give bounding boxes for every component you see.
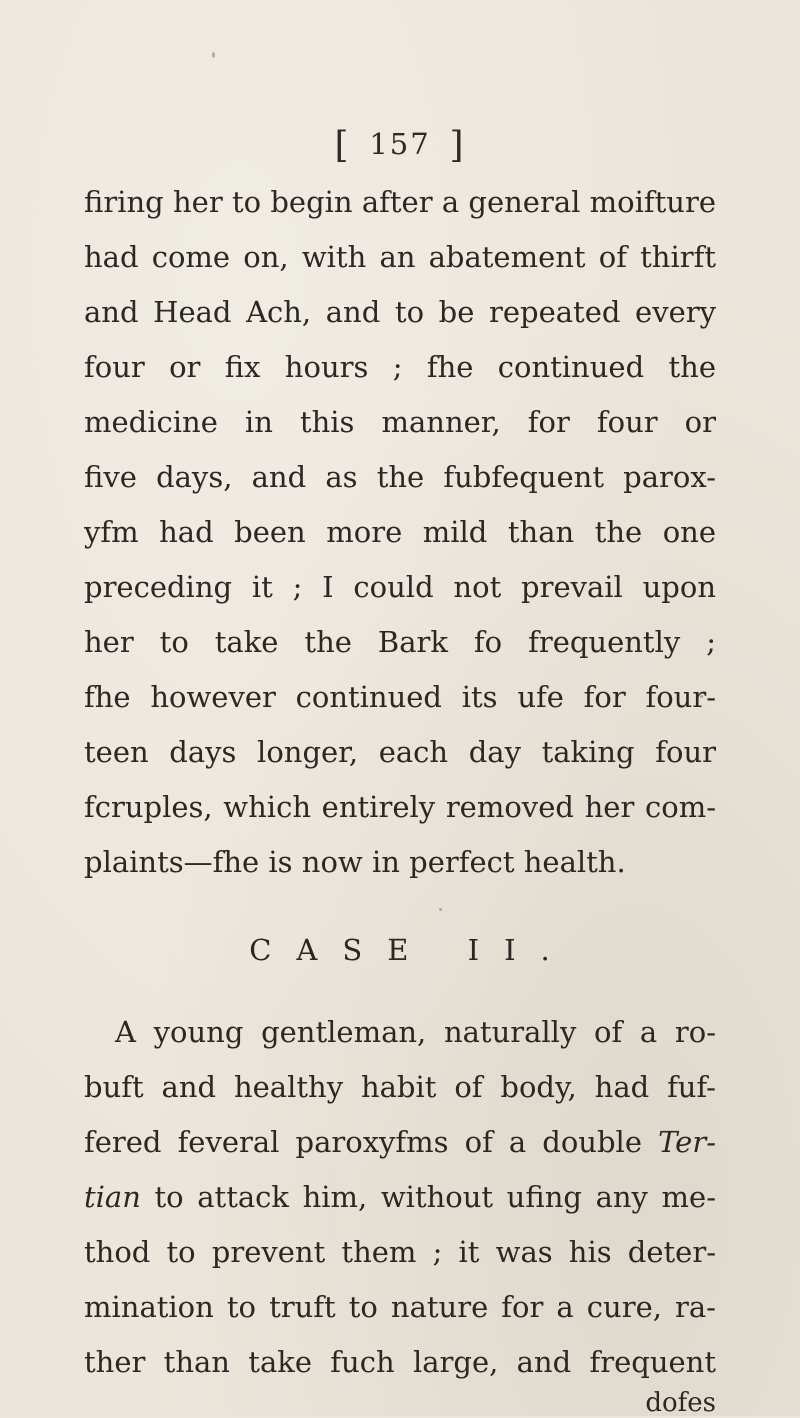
text-line: four or fix hours ; fhe continued the bbox=[84, 350, 716, 384]
text-line: had come on, with an abatement of thirft bbox=[84, 240, 716, 274]
catchword: dofes bbox=[645, 1388, 716, 1418]
italic-word: Ter- bbox=[658, 1125, 716, 1159]
text-line: medicine in this manner, for four or bbox=[84, 405, 716, 439]
text-span: fered feveral paroxyfms of a double bbox=[84, 1125, 642, 1159]
text-line: mination to truft to nature for a cure, ra- bbox=[84, 1290, 716, 1324]
text-line-with-italic bbox=[84, 1125, 716, 1159]
text-line: fcruples, which entirely removed her com- bbox=[84, 790, 716, 824]
running-head bbox=[0, 125, 800, 166]
case-heading: CASE II. bbox=[249, 933, 575, 967]
text-line: thod to prevent them ; it was his deter- bbox=[84, 1235, 716, 1269]
paper-speck bbox=[700, 695, 703, 698]
text-line: yfm had been more mild than the one bbox=[84, 515, 716, 549]
text-line: A young gentleman, naturally of a ro- bbox=[115, 1015, 716, 1049]
text-line: preceding it ; I could not prevail upon bbox=[84, 570, 716, 604]
text-line: and Head Ach, and to be repeated every bbox=[84, 295, 716, 329]
text-span: to attack him, without ufing any me- bbox=[140, 1180, 716, 1214]
text-line: firing her to begin after a general moifture bbox=[84, 185, 716, 219]
page-number: 157 bbox=[369, 127, 431, 161]
text-line: five days, and as the fubfequent parox- bbox=[84, 460, 716, 494]
text-line: teen days longer, each day taking four bbox=[84, 735, 716, 769]
text-line: ther than take fuch large, and frequent bbox=[84, 1345, 716, 1379]
open-bracket: [ bbox=[334, 125, 351, 166]
italic-word: tian bbox=[84, 1180, 141, 1214]
paper-speck bbox=[212, 52, 215, 58]
text-line: plaints—fhe is now in perfect health. bbox=[84, 845, 626, 879]
text-line: her to take the Bark fo frequently ; bbox=[84, 625, 716, 659]
paper-speck bbox=[439, 908, 442, 911]
text-line: buft and healthy habit of body, had fuf- bbox=[84, 1070, 716, 1104]
text-line-with-italic bbox=[84, 1180, 716, 1214]
text-line: fhe however continued its ufe for four- bbox=[84, 680, 716, 714]
close-bracket: ] bbox=[449, 125, 466, 166]
